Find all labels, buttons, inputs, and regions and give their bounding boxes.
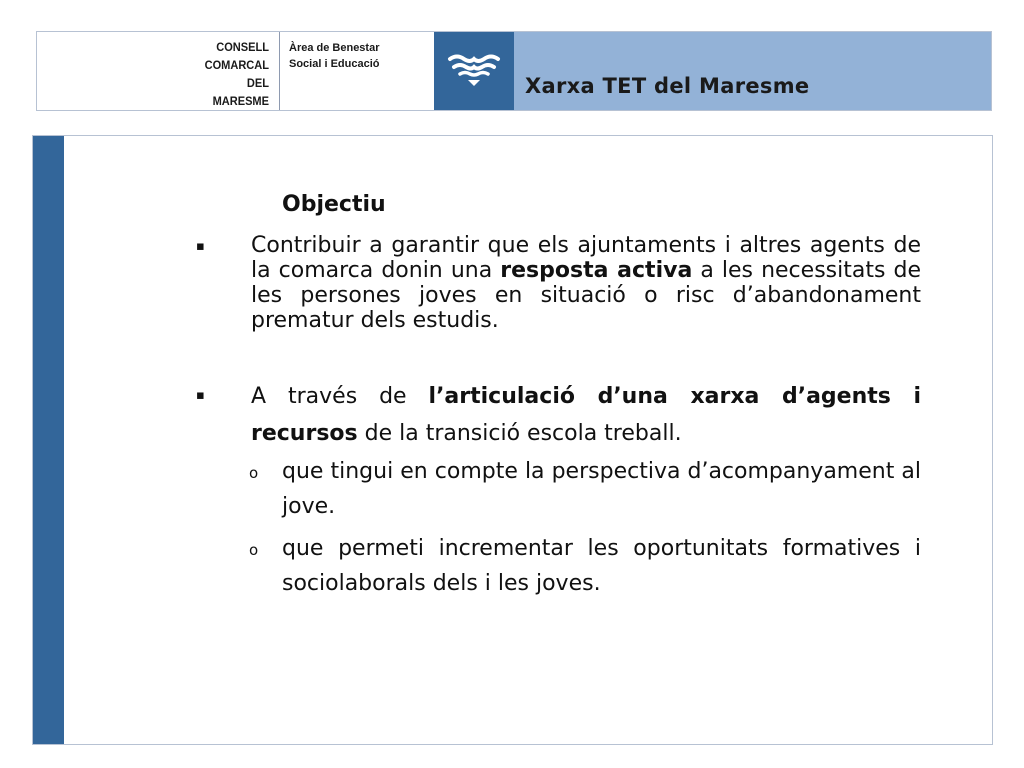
text: a les necessitats de les persones joves en situació o risc d’abandonament prematur dels estudis. [251, 258, 921, 333]
content-panel [32, 135, 993, 745]
section-heading: Objectiu [282, 192, 386, 217]
text: Contribuir a garantir que els ajuntaments i altres agents de la comarca donin una [251, 233, 921, 283]
sub-bullet-item: que tingui en compte la perspectiva d’acompanyament al jove. [282, 459, 921, 519]
area-name [280, 32, 434, 110]
area-line: Àrea de Benestar [289, 42, 380, 54]
page-title: Xarxa TET del Maresme [525, 74, 810, 98]
bullet-paragraph [251, 378, 921, 452]
council-line: MARESME [212, 94, 269, 108]
council-line: COMARCAL [204, 58, 269, 72]
council-line: CONSELL [216, 40, 269, 54]
emphasis: l’articulació d’una xarxa d’agents i recursos [251, 384, 921, 446]
sub-bullet-marker: o [249, 541, 259, 559]
header-bar [36, 31, 992, 111]
text: A través de [251, 384, 429, 409]
bullet-paragraph [251, 233, 921, 333]
bullet-marker: ▪ [196, 388, 205, 403]
council-name [37, 32, 280, 110]
slide-content [33, 136, 992, 744]
council-line: DEL [246, 76, 269, 90]
area-line: Social i Educació [289, 58, 380, 70]
waves-shield-icon [446, 53, 502, 89]
sub-bullet-marker: o [249, 464, 259, 482]
emphasis: resposta activa [500, 258, 693, 283]
bullet-marker: ▪ [196, 239, 205, 254]
title-band [514, 32, 991, 110]
text: de la transició escola treball. [357, 421, 682, 446]
logo [434, 32, 514, 110]
sub-bullet-item: que permeti incrementar les oportunitats formatives i sociolaborals dels i les joves. [282, 536, 921, 596]
